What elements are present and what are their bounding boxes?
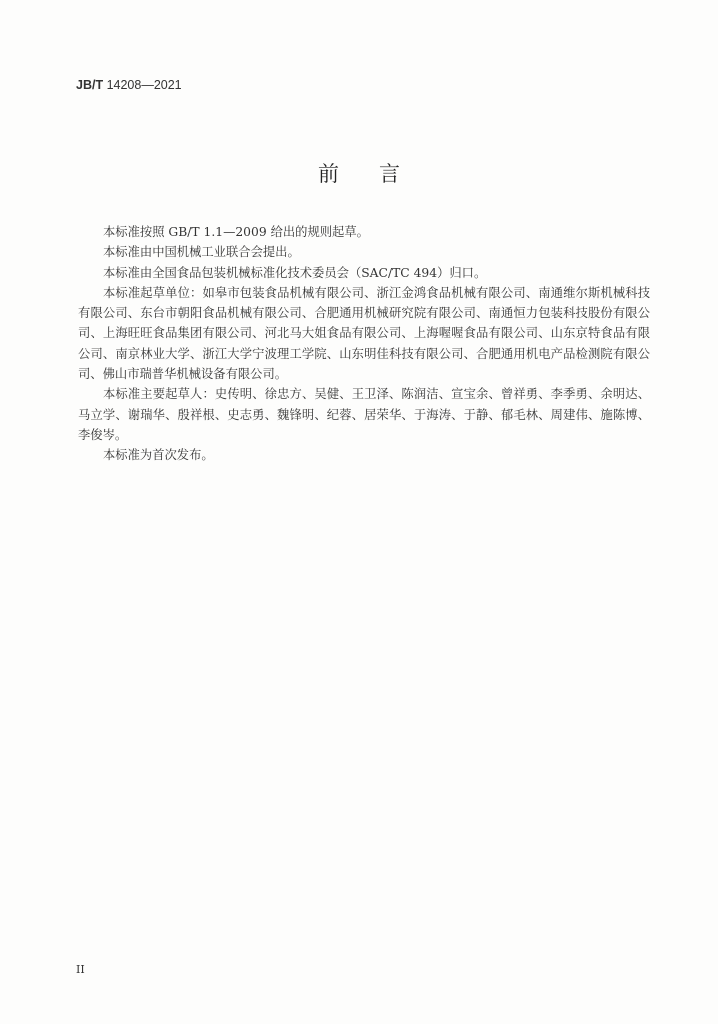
paragraph-committee: 本标准由全国食品包装机械标准化技术委员会（SAC/TC 494）归口。 [103,265,487,280]
paragraph-drafting-units: 本标准起草单位：如皋市包装食品机械有限公司、浙江金鸿食品机械有限公司、南通维尔斯机械科技有限公司、东台市朝阳食品机械有限公司、合肥通用机械研究院有限公司、南通恒力包装科技股份有限公司、上海旺旺食品集团有限公司、河北马大姐食品有限公司、上海喔喔食品有限公司、山东京特食品有限公司、南京林业大学、浙江大学宁波理工学院、山东明佳科技有限公司、合肥通用机电产品检测院有限公司、佛山市瑞普华机械设备有限公司。 [78,285,650,382]
paragraph-proposer: 本标准由中国机械工业联合会提出。 [103,245,300,260]
standard-number: 14208—2021 [103,78,182,92]
paragraph-drafters: 本标准主要起草人：史传明、徐忠方、吴健、王卫泽、陈润洁、宣宝余、曾祥勇、李季勇、余明达、马立学、谢瑞华、殷祥根、史志勇、魏锋明、纪蓉、居荣华、于海涛、于静、郁毛林、周建伟、施陈博、李俊岑。 [78,387,650,442]
paragraph-drafting-rules: 本标准按照 GB/T 1.1—2009 给出的规则起草。 [103,225,369,239]
standard-prefix: JB/T [76,78,104,92]
standard-code [76,78,182,92]
foreword-body [78,222,650,466]
paragraph-first-release: 本标准为首次发布。 [103,448,214,463]
page-number: II [76,963,85,976]
page-title: 前言 [318,162,440,186]
